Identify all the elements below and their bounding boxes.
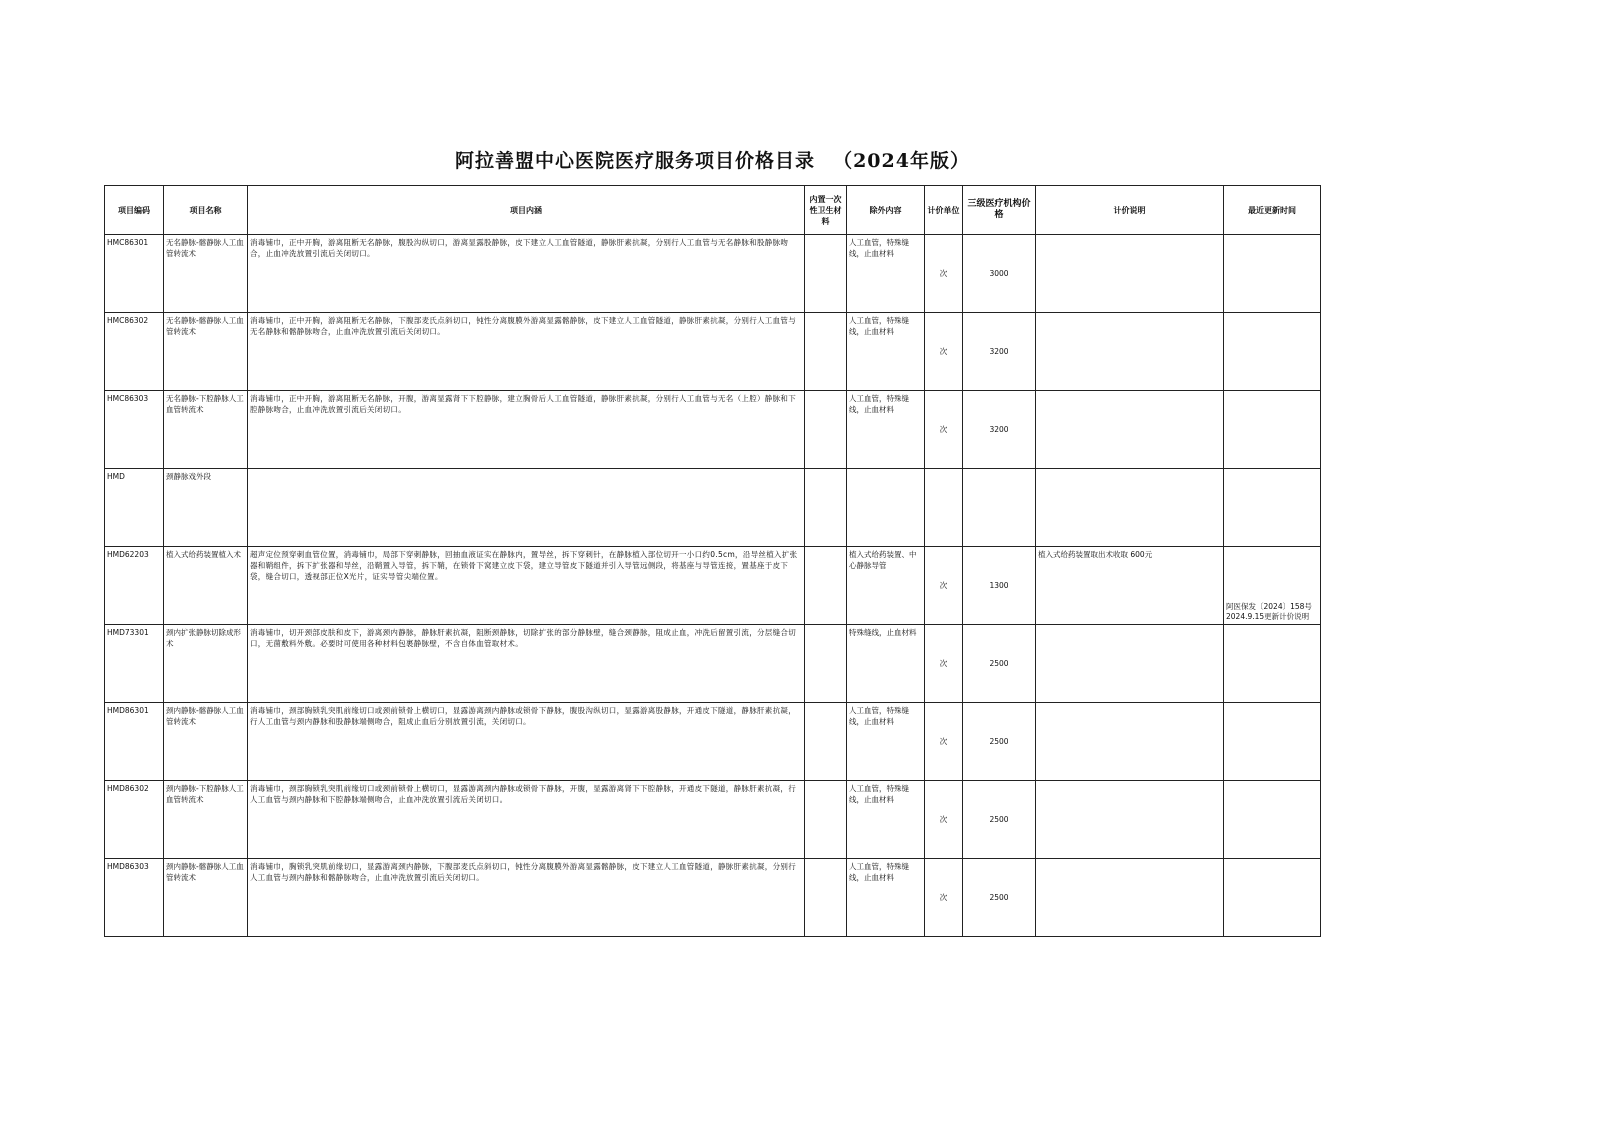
cell-name: 颈内静脉-髂静脉人工血管转流术	[164, 859, 248, 937]
cell-content: 消毒铺巾，颈部胸锁乳突肌前缘切口或颈前锁骨上横切口，显露游离颈内静脉或锁骨下静脉，腹股沟纵切口，显露游离股静脉，开通皮下隧道，静脉肝素抗凝，行人工血管与颈内静脉和股静脉端侧吻合，阻成止血后分别放置引流，关闭切口。	[248, 703, 805, 781]
cell-price: 3000	[963, 235, 1036, 313]
cell-note	[1036, 859, 1224, 937]
cell-price: 3200	[963, 391, 1036, 469]
cell-excluded: 人工血管，特殊缝线，止血材料	[847, 235, 925, 313]
cell-name: 颈内静脉-髂静脉人工血管转流术	[164, 703, 248, 781]
cell-updated: 阿医保发〔2024〕158号 2024.9.15更新计价说明	[1224, 547, 1321, 625]
cell-name: 无名静脉-髂静脉人工血管转流术	[164, 313, 248, 391]
header-code: 项目编码	[105, 186, 164, 235]
table-row	[105, 313, 1321, 391]
cell-note	[1036, 391, 1224, 469]
header-updated: 最近更新时间	[1224, 186, 1321, 235]
cell-price: 2500	[963, 625, 1036, 703]
cell-content: 超声定位预穿刺血管位置，消毒铺巾，局部下穿刺静脉，回抽血液证实在静脉内，置导丝，拆下穿刺针，在静脉植入部位切开一小口约0.5cm，沿导丝植入扩张器和鞘组件，拆下扩张器和导丝，沿鞘置入导管，拆下鞘，在锁骨下窝建立皮下袋，建立导管皮下隧道并引入导管远侧段，将基座与导管连接，置基座于皮下袋，缝合切口，透视部正位X光片，证实导管尖端位置。	[248, 547, 805, 625]
cell-content: 消毒铺巾，正中开胸，游离阻断无名静脉，下腹部麦氏点斜切口，钝性分离腹膜外游离显露髂静脉，皮下建立人工血管隧道，静脉肝素抗凝，分别行人工血管与无名静脉和髂静脉吻合，止血冲洗放置引流后关闭切口。	[248, 313, 805, 391]
cell-consumables	[805, 625, 847, 703]
cell-consumables	[805, 547, 847, 625]
cell-code: HMD	[105, 469, 164, 547]
table-row	[105, 391, 1321, 469]
cell-code: HMD86302	[105, 781, 164, 859]
cell-updated	[1224, 781, 1321, 859]
cell-code: HMD73301	[105, 625, 164, 703]
cell-updated	[1224, 235, 1321, 313]
cell-excluded: 人工血管，特殊缝线，止血材料	[847, 391, 925, 469]
cell-updated	[1224, 313, 1321, 391]
header-unit: 计价单位	[925, 186, 963, 235]
cell-consumables	[805, 235, 847, 313]
cell-content: 消毒铺巾，颈部胸锁乳突肌前缘切口或颈前锁骨上横切口，显露游离颈内静脉或锁骨下静脉，开腹，显露游离肾下下腔静脉，开通皮下隧道，静脉肝素抗凝，行人工血管与颈内静脉和下腔静脉端侧吻合，止血冲洗放置引流后关闭切口。	[248, 781, 805, 859]
cell-excluded: 人工血管，特殊缝线，止血材料	[847, 859, 925, 937]
cell-note	[1036, 781, 1224, 859]
cell-name: 无名静脉-髂静脉人工血管转流术	[164, 235, 248, 313]
cell-consumables	[805, 391, 847, 469]
table-row	[105, 781, 1321, 859]
cell-code: HMD86301	[105, 703, 164, 781]
cell-consumables	[805, 703, 847, 781]
header-name: 项目名称	[164, 186, 248, 235]
cell-price: 2500	[963, 781, 1036, 859]
cell-price: 2500	[963, 703, 1036, 781]
cell-unit: 次	[925, 235, 963, 313]
cell-updated	[1224, 703, 1321, 781]
cell-excluded: 植入式给药装置、中心静脉导管	[847, 547, 925, 625]
cell-code: HMD86303	[105, 859, 164, 937]
cell-excluded: 人工血管，特殊缝线，止血材料	[847, 313, 925, 391]
table-row	[105, 547, 1321, 625]
cell-content: 消毒铺巾，切开颈部皮肤和皮下，游离颈内静脉，静脉肝素抗凝，阻断颈静脉，切除扩张的部分静脉壁，缝合颈静脉，阻成止血，冲洗后留置引流，分层缝合切口，无菌敷料外敷。必要时可使用各种材料包裹静脉壁，不含自体血管取材术。	[248, 625, 805, 703]
cell-name: 颈内静脉-下腔静脉人工血管转流术	[164, 781, 248, 859]
cell-consumables	[805, 781, 847, 859]
cell-unit: 次	[925, 703, 963, 781]
cell-content: 消毒铺巾，胸锁乳突肌前缘切口，显露游离颈内静脉，下腹部麦氏点斜切口，钝性分离腹膜外游离显露髂静脉，皮下建立人工血管隧道，静脉肝素抗凝，分别行人工血管与颈内静脉和髂静脉吻合，止血冲洗放置引流后关闭切口。	[248, 859, 805, 937]
cell-excluded: 人工血管，特殊缝线，止血材料	[847, 703, 925, 781]
title-edition: （2024年版）	[833, 150, 970, 172]
cell-updated	[1224, 625, 1321, 703]
cell-unit: 次	[925, 859, 963, 937]
cell-name: 无名静脉-下腔静脉人工血管转流术	[164, 391, 248, 469]
document-title	[0, 146, 1425, 173]
cell-name: 植入式给药装置植入术	[164, 547, 248, 625]
cell-consumables	[805, 469, 847, 547]
price-table	[104, 185, 1321, 937]
table-row	[105, 235, 1321, 313]
table-row	[105, 625, 1321, 703]
cell-consumables	[805, 313, 847, 391]
cell-consumables	[805, 859, 847, 937]
cell-note	[1036, 235, 1224, 313]
header-note: 计价说明	[1036, 186, 1224, 235]
cell-unit: 次	[925, 547, 963, 625]
cell-updated	[1224, 859, 1321, 937]
header-excluded: 除外内容	[847, 186, 925, 235]
cell-excluded	[847, 469, 925, 547]
cell-name: 颈内扩张静脉切除成形术	[164, 625, 248, 703]
cell-note	[1036, 703, 1224, 781]
cell-updated	[1224, 391, 1321, 469]
cell-excluded: 人工血管，特殊缝线，止血材料	[847, 781, 925, 859]
cell-name: 颈静脉戏外段	[164, 469, 248, 547]
cell-code: HMC86302	[105, 313, 164, 391]
cell-unit: 次	[925, 625, 963, 703]
cell-content: 消毒铺巾，正中开胸，游离阻断无名静脉，开腹，游离显露肾下下腔静脉，建立胸骨后人工血管隧道，静脉肝素抗凝，分别行人工血管与无名（上腔）静脉和下腔静脉吻合，止血冲洗放置引流后关闭切口。	[248, 391, 805, 469]
cell-content	[248, 469, 805, 547]
header-content: 项目内涵	[248, 186, 805, 235]
table-row	[105, 859, 1321, 937]
cell-price: 3200	[963, 313, 1036, 391]
cell-code: HMC86303	[105, 391, 164, 469]
cell-code: HMD62203	[105, 547, 164, 625]
cell-price: 1300	[963, 547, 1036, 625]
cell-content: 消毒铺巾，正中开胸，游离阻断无名静脉，腹股沟纵切口，游离显露股静脉，皮下建立人工血管隧道，静脉肝素抗凝，分别行人工血管与无名静脉和股静脉吻合，止血冲洗放置引流后关闭切口。	[248, 235, 805, 313]
cell-unit: 次	[925, 391, 963, 469]
header-price: 三级医疗机构价格	[963, 186, 1036, 235]
cell-unit: 次	[925, 781, 963, 859]
cell-note	[1036, 313, 1224, 391]
table-body	[105, 235, 1321, 937]
cell-note: 植入式给药装置取出术收取 600元	[1036, 547, 1224, 625]
cell-note	[1036, 625, 1224, 703]
cell-excluded: 特殊缝线，止血材料	[847, 625, 925, 703]
table-row	[105, 469, 1321, 547]
cell-updated	[1224, 469, 1321, 547]
cell-note	[1036, 469, 1224, 547]
cell-price	[963, 469, 1036, 547]
cell-price: 2500	[963, 859, 1036, 937]
header-consumables: 内置一次性卫生材料	[805, 186, 847, 235]
table-header-row	[105, 186, 1321, 235]
title-main: 阿拉善盟中心医院医疗服务项目价格目录	[455, 150, 816, 172]
table-row	[105, 703, 1321, 781]
cell-unit	[925, 469, 963, 547]
cell-code: HMC86301	[105, 235, 164, 313]
cell-unit: 次	[925, 313, 963, 391]
